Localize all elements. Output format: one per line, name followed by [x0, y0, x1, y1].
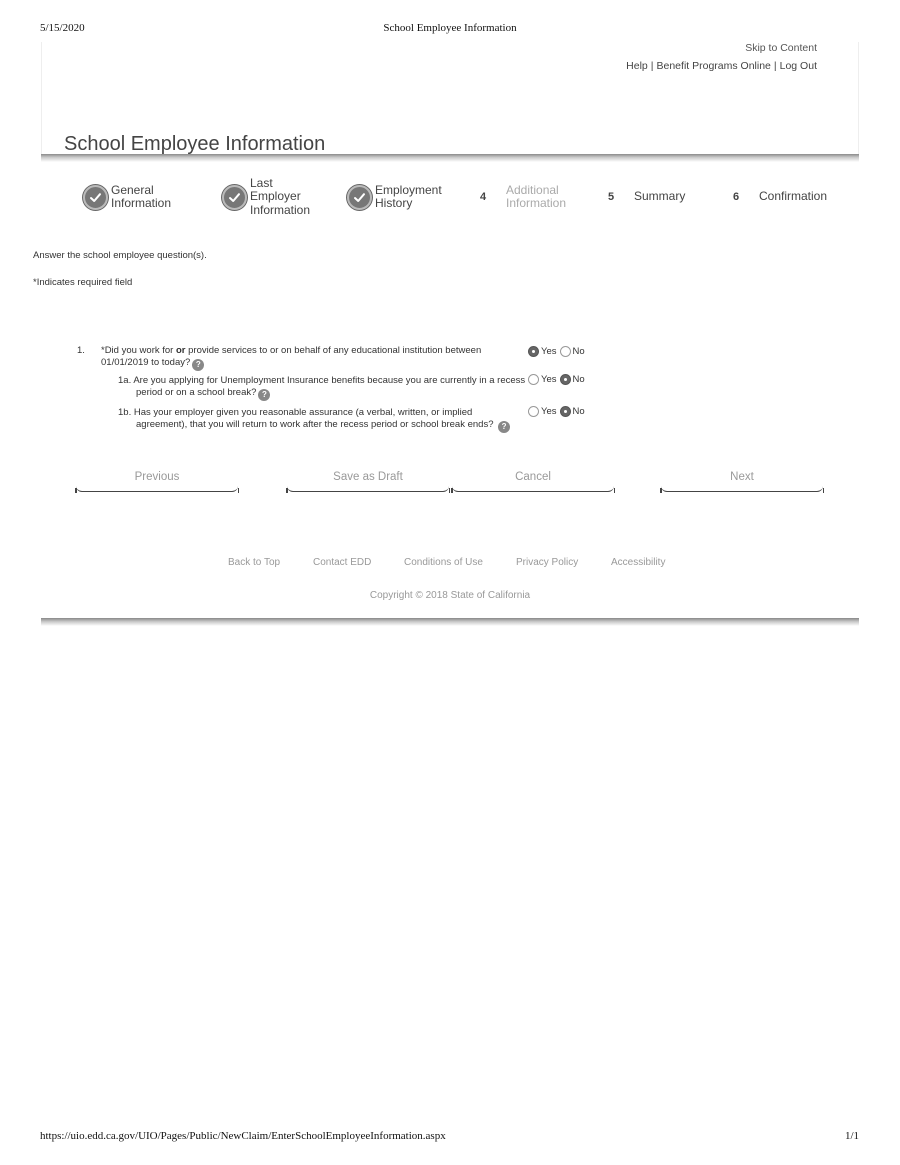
print-header [0, 22, 900, 36]
page-frame [41, 42, 859, 626]
step-label: Last Employer Information [250, 175, 311, 217]
help-icon[interactable]: ? [498, 421, 510, 433]
step-label: Additional Information [506, 182, 567, 210]
next-button[interactable]: Next [661, 462, 823, 492]
help-link[interactable]: Help [626, 60, 648, 72]
separator: | [773, 60, 777, 72]
question-1a-options [528, 374, 588, 385]
question-1-no-radio[interactable] [560, 346, 571, 357]
question-1b-no-radio[interactable] [560, 406, 571, 417]
privacy-policy-link[interactable]: Privacy Policy [516, 557, 579, 568]
utility-nav [626, 60, 817, 72]
log-out-link[interactable]: Log Out [779, 60, 817, 72]
check-circle-icon [347, 185, 372, 210]
step-general-information [83, 177, 181, 217]
question-text-part: 1b. Has your employer given you reasonable assurance (a verbal, written, or implied agreement), that you will return to work after the recess period or school break ends? [118, 407, 494, 430]
question-1 [77, 345, 517, 371]
question-text [118, 375, 526, 401]
question-text-part: provide services to or on behalf of any educational institution between 01/01/2019 to today? [101, 345, 482, 368]
question-text [118, 407, 522, 433]
required-field-note: *Indicates required field [33, 277, 133, 288]
skip-to-content-link[interactable]: Skip to Content [745, 42, 817, 54]
question-1a-no-radio[interactable] [560, 374, 571, 385]
question-text [101, 345, 517, 371]
radio-label-yes: Yes [541, 406, 557, 417]
step-number: 4 [480, 191, 487, 203]
radio-label-yes: Yes [541, 374, 557, 385]
print-page-number: 1/1 [844, 1130, 859, 1142]
question-1b-yes-radio[interactable] [528, 406, 539, 417]
accessibility-link[interactable]: Accessibility [611, 557, 666, 568]
question-1a-yes-radio[interactable] [528, 374, 539, 385]
radio-label-no: No [572, 374, 585, 385]
progress-steps [41, 175, 828, 217]
check-circle-icon [83, 185, 108, 210]
question-number: 1. [77, 345, 85, 356]
cancel-button[interactable]: Cancel [452, 462, 614, 492]
copyright: Copyright © 2018 State of California [369, 590, 531, 601]
radio-label-yes: Yes [541, 346, 557, 357]
step-number: 6 [733, 191, 740, 203]
step-label: General Information [111, 182, 172, 210]
step-label: Summary [634, 189, 686, 204]
question-text-part: *Did you work for [101, 345, 176, 356]
step-number: 5 [608, 191, 615, 203]
step-label: Employment History [375, 182, 442, 210]
step-confirmation [733, 177, 827, 217]
step-last-employer-information [222, 177, 316, 217]
separator: | [650, 60, 654, 72]
step-additional-information [480, 177, 576, 217]
question-text-emphasis: or [175, 345, 186, 356]
benefit-programs-online-link[interactable]: Benefit Programs Online [656, 60, 771, 72]
footer-divider [41, 618, 859, 626]
question-1b [118, 407, 528, 443]
save-as-draft-button[interactable]: Save as Draft [287, 462, 449, 492]
radio-label-no: No [572, 406, 585, 417]
conditions-of-use-link[interactable]: Conditions of Use [404, 557, 483, 568]
question-1b-options [528, 406, 588, 417]
question-1-options [528, 346, 588, 357]
step-summary [608, 177, 685, 217]
step-employment-history [347, 177, 447, 217]
print-date: 5/15/2020 [40, 22, 85, 34]
question-text-part: 1a. Are you applying for Unemployment Insurance benefits because you are currently in a recess period or on a school break? [118, 375, 526, 398]
print-title: School Employee Information [383, 22, 517, 34]
page-title: School Employee Information [64, 133, 326, 155]
previous-button[interactable]: Previous [76, 462, 238, 492]
print-url: https://uio.edd.ca.gov/UIO/Pages/Public/NewClaim/EnterSchoolEmployeeInformation.aspx [40, 1130, 446, 1142]
radio-label-no: No [572, 346, 585, 357]
check-circle-icon [222, 185, 247, 210]
question-1a [118, 375, 528, 401]
help-icon[interactable]: ? [192, 359, 204, 371]
question-1-yes-radio[interactable] [528, 346, 539, 357]
instructions: Answer the school employee question(s). [33, 250, 207, 261]
contact-edd-link[interactable]: Contact EDD [313, 557, 372, 568]
help-icon[interactable]: ? [258, 389, 270, 401]
step-label: Confirmation [759, 189, 828, 204]
back-to-top-link[interactable]: Back to Top [228, 557, 281, 568]
